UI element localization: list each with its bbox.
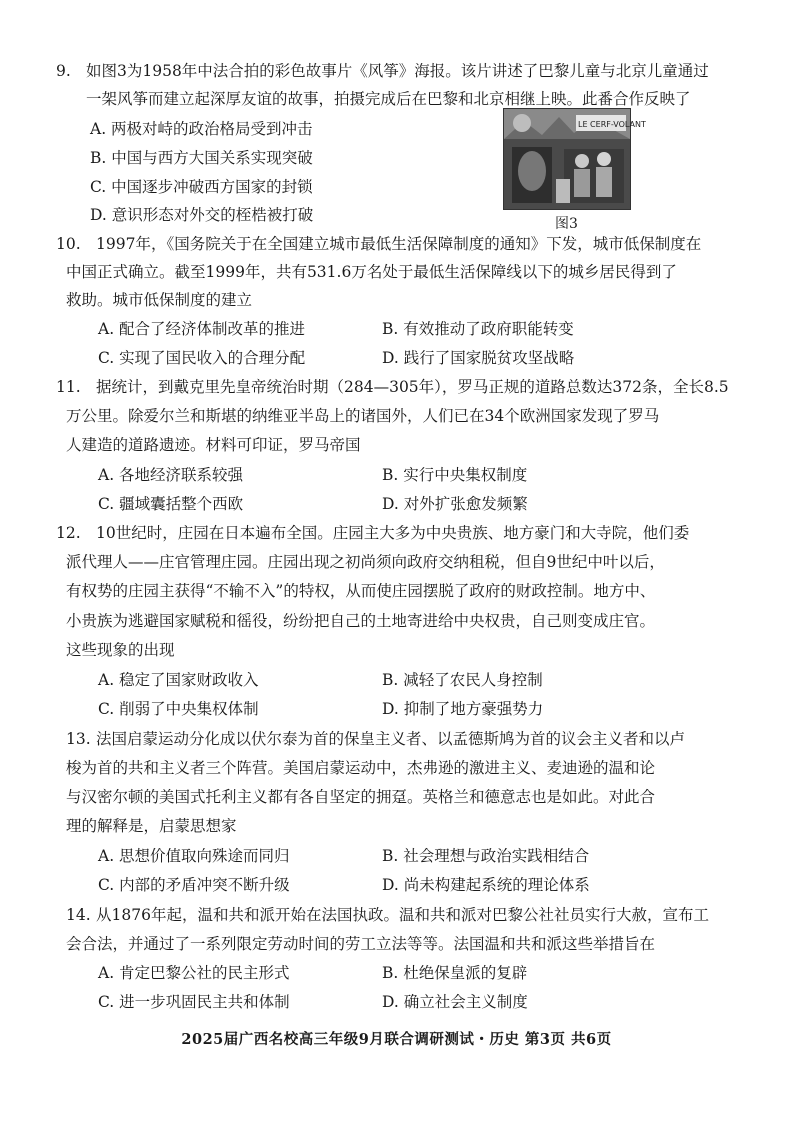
q12-stem-line-4: 小贵族为逃避国家赋税和徭役，纷纷把自己的土地寄进给中央权贵，自己则变成庄官。 xyxy=(66,612,656,630)
q10-option-d: D. 践行了国家脱贫攻坚战略 xyxy=(382,349,575,367)
q12-option-d: D. 抑制了地方豪强势力 xyxy=(382,700,544,718)
q14-stem-line-1: 从1876年起，温和共和派开始在法国执政。温和共和派对巴黎公社社员实行大赦，宣布工 xyxy=(96,906,709,924)
q14-stem-line-2: 会合法，并通过了一系列限定劳动时间的劳工立法等等。法国温和共和派这些举措旨在 xyxy=(66,935,656,953)
q13-option-c: C. 内部的矛盾冲突不断升级 xyxy=(98,876,290,894)
page-footer: 2025届广西名校高三年级9月联合调研测试・历史 第3页 共6页 xyxy=(181,1031,612,1048)
q13-number: 13. xyxy=(66,730,91,748)
q11-option-a: A. 各地经济联系较强 xyxy=(98,466,244,484)
q11-stem-line-1: 据统计，到戴克里先皇帝统治时期（284—305年），罗马正规的道路总数达372条，全长8.5 xyxy=(96,378,729,396)
q10-stem-line-3: 救助。城市低保制度的建立 xyxy=(66,291,253,309)
q10-number: 10. xyxy=(56,235,81,253)
q11-stem-line-3: 人建造的道路遗迹。材料可印证，罗马帝国 xyxy=(66,436,361,454)
q12-number: 12. xyxy=(56,524,81,542)
figure-caption: 图3 xyxy=(555,216,578,232)
q12-stem-line-2: 派代理人——庄官管理庄园。庄园出现之初尚须向政府交纳租税，但自9世纪中叶以后， xyxy=(66,553,665,571)
q13-option-d: D. 尚未构建起系统的理论体系 xyxy=(382,876,590,894)
q9-option-d: D. 意识形态对外交的桎梏被打破 xyxy=(90,206,314,224)
q14-option-a: A. 肯定巴黎公社的民主形式 xyxy=(98,964,290,982)
q13-stem-line-4: 理的解释是，启蒙思想家 xyxy=(66,817,237,835)
q13-stem-line-3: 与汉密尔顿的美国式托利主义都有各自坚定的拥趸。英格兰和德意志也是如此。对此合 xyxy=(66,788,656,806)
q12-stem-line-3: 有权势的庄园主获得“不输不入”的特权，从而使庄园摆脱了政府的财政控制。地方中、 xyxy=(66,582,656,600)
q13-stem-line-2: 梭为首的共和主义者三个阵营。美国启蒙运动中，杰弗逊的激进主义、麦迪逊的温和论 xyxy=(66,759,656,777)
q10-option-b: B. 有效推动了政府职能转变 xyxy=(382,320,574,338)
q14-option-d: D. 确立社会主义制度 xyxy=(382,993,528,1011)
q11-option-c: C. 疆域囊括整个西欧 xyxy=(98,495,244,513)
q9-stem-line-2: 一架风筝而建立起深厚友谊的故事，拍摄完成后在巴黎和北京相继上映。此番合作反映了 xyxy=(86,90,691,108)
q12-option-c: C. 削弱了中央集权体制 xyxy=(98,700,259,718)
q14-number: 14. xyxy=(66,906,91,924)
q14-option-b: B. 杜绝保皇派的复辟 xyxy=(382,964,528,982)
q13-option-a: A. 思想价值取向殊途而同归 xyxy=(98,847,290,865)
q12-option-a: A. 稳定了国家财政收入 xyxy=(98,671,259,689)
q9-option-b: B. 中国与西方大国关系实现突破 xyxy=(90,149,313,167)
q11-stem-line-2: 万公里。除爱尔兰和斯堪的纳维亚半岛上的诸国外，人们已在34个欧洲国家发现了罗马 xyxy=(66,407,660,425)
q10-option-c: C. 实现了国民收入的合理分配 xyxy=(98,349,306,367)
q10-stem-line-2: 中国正式确立。截至1999年，共有531.6万名处于最低生活保障线以下的城乡居民得到了 xyxy=(66,263,677,281)
q10-stem-line-1: 1997年，《国务院关于在全国建立城市最低生活保障制度的通知》下发，城市低保制度在 xyxy=(96,235,702,253)
q11-option-b: B. 实行中央集权制度 xyxy=(382,466,528,484)
poster-image xyxy=(504,109,646,209)
q10-option-a: A. 配合了经济体制改革的推进 xyxy=(98,320,306,338)
q11-number: 11. xyxy=(56,378,81,396)
q9-option-c: C. 中国逐步冲破西方国家的封锁 xyxy=(90,178,313,196)
q12-stem-line-5: 这些现象的出现 xyxy=(66,641,175,659)
poster-title: LE CERF-VOLANT xyxy=(578,120,646,129)
q9-stem-line-1: 如图3为1958年中法合拍的彩色故事片《风筝》海报。该片讲述了巴黎儿童与北京儿童通过 xyxy=(86,62,709,80)
q13-stem-line-1: 法国启蒙运动分化成以伏尔泰为首的保皇主义者、以孟德斯鸠为首的议会主义者和以卢 xyxy=(96,730,686,748)
q14-option-c: C. 进一步巩固民主共和体制 xyxy=(98,993,290,1011)
q9-option-a: A. 两极对峙的政治格局受到冲击 xyxy=(90,120,313,138)
q9-number: 9. xyxy=(56,62,71,80)
figure-3-poster xyxy=(503,108,646,210)
q12-stem-line-1: 10世纪时，庄园在日本遍布全国。庄园主大多为中央贵族、地方豪门和大寺院，他们委 xyxy=(96,524,690,542)
q12-option-b: B. 减轻了农民人身控制 xyxy=(382,671,543,689)
q11-option-d: D. 对外扩张愈发频繁 xyxy=(382,495,528,513)
q13-option-b: B. 社会理想与政治实践相结合 xyxy=(382,847,590,865)
